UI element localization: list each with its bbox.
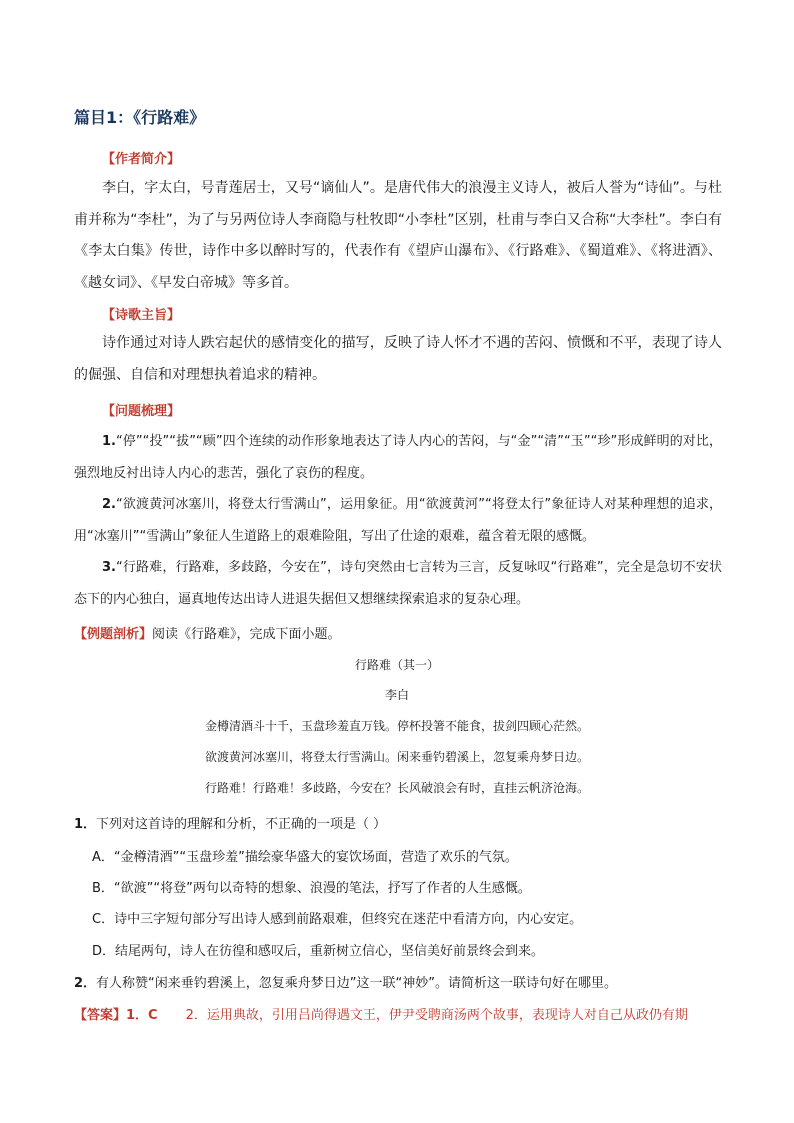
issue-item	[74, 552, 722, 615]
option-c	[92, 908, 582, 927]
question-number: 1．	[74, 817, 97, 832]
question	[74, 813, 386, 832]
question	[74, 972, 617, 991]
option-key: B．	[92, 881, 114, 896]
issues-heading: 【问题梳理】	[102, 404, 181, 419]
answer-label: 【答案】	[74, 1008, 127, 1023]
question-text: 下列对这首诗的理解和分析，不正确的一项是（ ）	[96, 817, 387, 832]
option-text: “金樽清酒”“玉盘珍羞”描绘豪华盛大的宴饮场面，营造了欢乐的气氛。	[113, 850, 518, 865]
question-text: 有人称赞“闲来垂钓碧溪上，忽复乘舟梦日边”这一联“神妙”。请简析这一联诗句好在哪里。	[96, 976, 617, 991]
question-number: 2．	[74, 976, 97, 991]
issue-item	[74, 426, 722, 489]
issue-number: 2.	[102, 497, 116, 512]
poem-author: 李白	[384, 688, 409, 702]
option-d	[92, 940, 544, 959]
issue-number: 3.	[102, 560, 116, 575]
poem-line: 欲渡黄河冰塞川，将登太行雪满山。闲来垂钓碧溪上，忽复乘舟梦日边。	[204, 750, 589, 764]
option-text: 结尾两句，诗人在彷徨和感叹后，重新树立信心，坚信美好前景终会到来。	[115, 944, 545, 959]
issue-text: “行路难，行路难，多歧路，今安在”，诗句突然由七言转为三言，反复咏叹“行路难”，完全是急切不安状态下的内心独白，逼真地传达出诗人进退失据但又想继续探索追求的复杂心理。	[74, 560, 722, 607]
issue-number: 1.	[102, 434, 116, 449]
theme-heading: 【诗歌主旨】	[102, 308, 181, 323]
page-title: 篇目1：《行路难》	[74, 108, 206, 127]
example-intro: 阅读《行路难》，完成下面小题。	[152, 627, 341, 642]
answer-line	[74, 1004, 688, 1023]
option-key: D．	[92, 944, 116, 959]
example-heading: 【例题剖析】	[74, 627, 153, 642]
answer-2: 2．运用典故，引用吕尚得遇文王，伊尹受聘商汤两个故事，表现诗人对自己从政仍有期	[185, 1008, 688, 1023]
option-text: 诗中三字短句部分写出诗人感到前路艰难，但终究在迷茫中看清方向，内心安定。	[114, 912, 583, 927]
issue-text: “欲渡黄河冰塞川，将登太行雪满山”，运用象征。用“欲渡黄河”“将登太行”象征诗人对某种理想的追求，用“冰塞川”“雪满山”象征人生道路上的艰难险阻，写出了仕途的艰难，蕴含着无限的感慨。	[74, 497, 722, 544]
answer-1: 1．C	[126, 1008, 158, 1023]
poem-line: 金樽清酒斗十千，玉盘珍羞直万钱。停杯投箸不能食，拔剑四顾心茫然。	[204, 719, 589, 733]
option-text: “欲渡”“将登”两句以奇特的想象、浪漫的笔法，抒写了作者的人生感慨。	[113, 881, 531, 896]
option-key: A．	[92, 850, 114, 865]
option-a	[92, 846, 518, 865]
author-intro-heading: 【作者简介】	[102, 152, 181, 167]
issue-text: “停”“投”“拔”“顾”四个连续的动作形象地表达了诗人内心的苦闷，与“金”“清”“玉”“珍”形成鲜明的对比，强烈地反衬出诗人内心的悲苦，强化了哀伤的程度。	[74, 434, 722, 481]
example-line	[74, 623, 341, 642]
theme-text: 诗作通过对诗人跌宕起伏的感情变化的描写，反映了诗人怀才不遇的苦闷、愤慨和不平，表现了诗人的倔强、自信和对理想执着追求的精神。	[74, 335, 722, 383]
issue-item	[74, 489, 722, 552]
poem-title: 行路难（其一）	[354, 658, 439, 672]
option-b	[92, 877, 531, 896]
option-key: C．	[92, 912, 115, 927]
author-intro-text: 李白，字太白，号青莲居士，又号“谪仙人”。是唐代伟大的浪漫主义诗人，被后人誉为“诗仙”。与杜甫并称为“李杜”，为了与另两位诗人李商隐与杜牧即“小李杜”区别，杜甫与李白又合称“大李杜”。李白有《李太白集》传世，诗作中多以醉时写的，代表作有《望庐山瀑布》、《行路难》、《蜀道难》、《将进酒》、《越女词》、《早发白帝城》等多首。	[74, 180, 722, 291]
poem-line: 行路难！行路难！多歧路，今安在？长风破浪会有时，直挂云帆济沧海。	[204, 781, 589, 795]
